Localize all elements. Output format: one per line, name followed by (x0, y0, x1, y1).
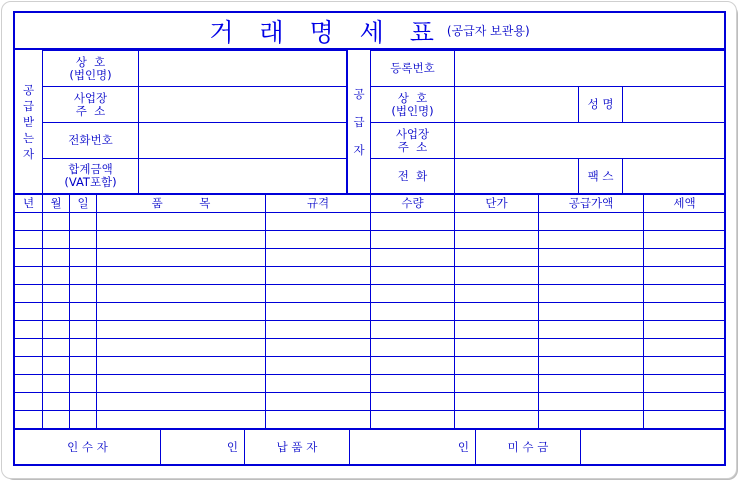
item-cell[interactable] (370, 212, 454, 230)
item-cell[interactable] (96, 284, 265, 302)
item-cell[interactable] (370, 338, 454, 356)
item-cell[interactable] (15, 230, 42, 248)
reg-no-field[interactable] (454, 50, 725, 86)
supplier-phone-label: 전 화 (370, 158, 454, 193)
item-cell[interactable] (643, 212, 725, 230)
item-cell[interactable] (370, 356, 454, 374)
item-cell[interactable] (69, 320, 96, 338)
item-cell[interactable] (15, 338, 42, 356)
total-amount-field[interactable] (138, 158, 346, 193)
receiver-vertical-label (15, 50, 42, 193)
item-cell[interactable] (538, 320, 643, 338)
receiver-signer-label: 인 수 자 (67, 440, 108, 454)
item-cell[interactable] (15, 392, 42, 410)
column-header: 월 (42, 195, 69, 212)
item-cell[interactable] (370, 302, 454, 320)
item-cell[interactable] (42, 338, 69, 356)
document-subtitle: (공급자 보관용) (446, 24, 530, 38)
item-cell[interactable] (42, 266, 69, 284)
item-cell[interactable] (15, 374, 42, 392)
receiver-char: 받 (22, 114, 35, 129)
item-cell[interactable] (265, 338, 370, 356)
item-cell[interactable] (69, 248, 96, 266)
item-cell[interactable] (265, 356, 370, 374)
item-cell[interactable] (42, 302, 69, 320)
item-cell[interactable] (538, 356, 643, 374)
item-cell[interactable] (643, 356, 725, 374)
item-cell[interactable] (15, 284, 42, 302)
item-cell[interactable] (15, 302, 42, 320)
item-cell[interactable] (454, 284, 538, 302)
item-cell[interactable] (42, 212, 69, 230)
supplier-address-field[interactable] (454, 122, 725, 158)
supplier-phone-field[interactable] (454, 158, 578, 193)
item-cell[interactable] (643, 230, 725, 248)
deliverer-field[interactable] (349, 430, 475, 465)
document-title: 거 래 명 세 표 (209, 17, 443, 47)
item-cell[interactable] (454, 320, 538, 338)
item-cell[interactable] (538, 374, 643, 392)
supplier-name-label: 상 호 (법인명) (370, 86, 454, 122)
item-cell[interactable] (643, 392, 725, 410)
item-cell[interactable] (454, 374, 538, 392)
item-cell[interactable] (370, 374, 454, 392)
receiver-signer-field[interactable] (160, 430, 244, 465)
item-cell[interactable] (265, 302, 370, 320)
item-cell[interactable] (454, 230, 538, 248)
supplier-vertical-label (348, 50, 370, 193)
item-cell[interactable] (643, 410, 725, 428)
item-cell[interactable] (370, 320, 454, 338)
item-cell[interactable] (538, 248, 643, 266)
receiver-name-field[interactable] (138, 50, 346, 86)
item-cell[interactable] (454, 248, 538, 266)
item-cell[interactable] (96, 320, 265, 338)
deliverer-label: 납 품 자 (244, 430, 349, 465)
item-cell[interactable] (265, 392, 370, 410)
fax-label: 팩 스 (578, 158, 622, 193)
item-cell[interactable] (42, 410, 69, 428)
item-cell[interactable] (69, 374, 96, 392)
receiver-char: 공 (22, 82, 35, 97)
item-cell[interactable] (538, 230, 643, 248)
column-header: 품 목 (96, 195, 265, 212)
item-cell[interactable] (370, 284, 454, 302)
item-cell[interactable] (454, 410, 538, 428)
item-cell[interactable] (69, 302, 96, 320)
item-cell[interactable] (42, 230, 69, 248)
item-cell[interactable] (69, 230, 96, 248)
item-cell[interactable] (42, 356, 69, 374)
item-cell[interactable] (454, 266, 538, 284)
item-cell[interactable] (538, 392, 643, 410)
item-cell[interactable] (370, 248, 454, 266)
item-cell[interactable] (454, 338, 538, 356)
supplier-char: 공 (353, 86, 365, 101)
supplier-name-field[interactable] (454, 86, 578, 122)
item-cell[interactable] (370, 410, 454, 428)
item-cell[interactable] (15, 356, 42, 374)
supplier-address-label: 사업장 주 소 (370, 122, 454, 158)
item-cell[interactable] (69, 410, 96, 428)
item-cell[interactable] (15, 212, 42, 230)
item-cell[interactable] (538, 410, 643, 428)
column-header: 일 (69, 195, 96, 212)
item-cell[interactable] (42, 392, 69, 410)
unpaid-field[interactable] (580, 430, 725, 465)
item-cell[interactable] (538, 338, 643, 356)
item-cell[interactable] (370, 392, 454, 410)
item-cell[interactable] (454, 212, 538, 230)
receiver-char: 자 (22, 146, 35, 161)
item-cell[interactable] (265, 212, 370, 230)
total-amount-label: 합계금액 (VAT포함) (42, 158, 138, 193)
supplier-char: 급 (353, 114, 365, 129)
item-cell[interactable] (643, 320, 725, 338)
item-cell[interactable] (454, 302, 538, 320)
item-cell[interactable] (96, 374, 265, 392)
item-cell[interactable] (265, 374, 370, 392)
column-header: 규격 (265, 195, 370, 212)
column-header: 년 (22, 196, 35, 210)
item-cell[interactable] (15, 410, 42, 428)
item-cell[interactable] (643, 248, 725, 266)
ceo-label: 성 명 (578, 86, 622, 122)
item-cell[interactable] (69, 392, 96, 410)
column-header: 수량 (370, 195, 454, 212)
item-cell[interactable] (96, 392, 265, 410)
item-cell[interactable] (96, 338, 265, 356)
item-cell[interactable] (69, 266, 96, 284)
item-cell[interactable] (265, 248, 370, 266)
supplier-char: 자 (353, 142, 365, 157)
item-cell[interactable] (643, 266, 725, 284)
item-cell[interactable] (370, 266, 454, 284)
column-header: 공급가액 (538, 195, 643, 212)
deliverer-seal-mark: 인 (457, 440, 469, 454)
item-cell[interactable] (69, 356, 96, 374)
item-cell[interactable] (42, 374, 69, 392)
item-cell[interactable] (96, 410, 265, 428)
column-header: 세액 (643, 195, 725, 212)
receiver-phone-field[interactable] (138, 122, 346, 158)
item-cell[interactable] (96, 356, 265, 374)
item-cell[interactable] (265, 320, 370, 338)
item-cell[interactable] (96, 302, 265, 320)
item-cell[interactable] (96, 266, 265, 284)
receiver-address-field[interactable] (138, 86, 346, 122)
item-cell[interactable] (538, 266, 643, 284)
item-cell[interactable] (69, 212, 96, 230)
item-cell[interactable] (643, 338, 725, 356)
item-cell[interactable] (96, 230, 265, 248)
fax-field[interactable] (622, 158, 725, 193)
item-cell[interactable] (265, 266, 370, 284)
receiver-name-label: 상 호 (법인명) (42, 50, 138, 86)
item-cell[interactable] (643, 284, 725, 302)
item-cell[interactable] (15, 266, 42, 284)
item-cell[interactable] (538, 212, 643, 230)
item-cell[interactable] (370, 230, 454, 248)
item-cell[interactable] (15, 248, 42, 266)
item-cell[interactable] (643, 302, 725, 320)
receiver-char: 급 (22, 98, 35, 113)
item-cell[interactable] (42, 284, 69, 302)
item-cell[interactable] (265, 284, 370, 302)
invoice-title (15, 13, 724, 48)
item-cell[interactable] (538, 284, 643, 302)
reg-no-label: 등록번호 (370, 50, 454, 86)
item-cell[interactable] (265, 230, 370, 248)
receiver-address-label: 사업장 주 소 (42, 86, 138, 122)
item-cell[interactable] (69, 338, 96, 356)
column-header: 단가 (454, 195, 538, 212)
item-cell[interactable] (96, 248, 265, 266)
receiver-seal-mark: 인 (226, 440, 238, 454)
item-cell[interactable] (454, 392, 538, 410)
item-cell[interactable] (538, 302, 643, 320)
receiver-phone-label: 전화번호 (42, 122, 138, 158)
ceo-field[interactable] (622, 86, 725, 122)
receiver-char: 는 (22, 130, 35, 145)
item-cell[interactable] (643, 374, 725, 392)
item-cell[interactable] (69, 284, 96, 302)
item-cell[interactable] (96, 212, 265, 230)
item-cell[interactable] (454, 356, 538, 374)
item-cell[interactable] (15, 320, 42, 338)
item-cell[interactable] (42, 248, 69, 266)
unpaid-label: 미 수 금 (475, 430, 580, 465)
item-cell[interactable] (265, 410, 370, 428)
item-cell[interactable] (42, 320, 69, 338)
